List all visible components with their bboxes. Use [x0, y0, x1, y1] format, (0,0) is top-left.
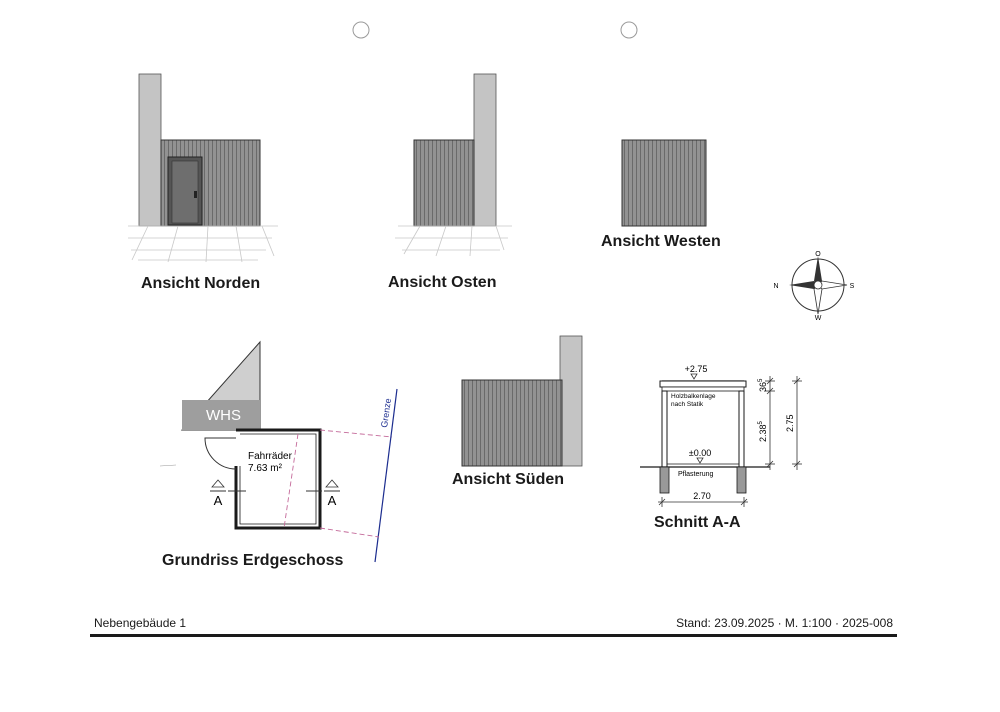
dim-clear-value: 2.38	[758, 424, 768, 442]
footer-project: Nebengebäude 1	[94, 616, 187, 630]
dim-width: 2.70	[693, 491, 711, 501]
cut-marker-right	[306, 480, 340, 508]
title-schnitt: Schnitt A-A	[654, 514, 741, 531]
floorplan-drawing	[160, 342, 397, 562]
shed-facade	[622, 140, 706, 226]
beam-note-2: nach Statik	[671, 401, 704, 408]
level-marker-top	[691, 374, 697, 379]
compass-rose	[773, 251, 854, 322]
distance-lines	[284, 430, 392, 537]
neighbor-label: WHS	[206, 407, 241, 424]
stray-mark	[160, 465, 176, 466]
dim-roof-value: 36	[758, 381, 768, 392]
dim-roof-sup: 5	[758, 378, 764, 382]
shed-facade	[462, 380, 562, 466]
footer-rule	[90, 634, 897, 637]
view-south-drawing	[462, 336, 582, 466]
boundary-label: Grenze	[379, 397, 394, 429]
punch-hole-left	[353, 22, 369, 38]
neighbor-wall	[560, 336, 582, 466]
cut-marker-left	[210, 480, 246, 508]
view-north-drawing	[128, 74, 278, 262]
paving	[395, 226, 512, 256]
level-marker-floor	[697, 458, 703, 463]
compass-center	[814, 281, 822, 289]
neighbor-wall	[474, 74, 496, 226]
title-ansicht-sueden: Ansicht Süden	[452, 471, 565, 488]
wall-right	[739, 391, 744, 467]
room-name: Fahrräder	[248, 451, 292, 462]
section-drawing	[640, 364, 802, 507]
dim-clear-sup: 5	[758, 421, 764, 425]
cut-label-right: A	[327, 493, 337, 508]
neighbor-wall	[139, 74, 161, 226]
view-east-drawing	[395, 74, 512, 256]
shed-facade	[414, 140, 474, 226]
door-swing	[205, 438, 236, 469]
beam-note-1: Holzbalkenlage	[671, 393, 716, 400]
dim-clear	[758, 420, 768, 442]
vertical-dimensions	[765, 376, 802, 470]
title-ansicht-osten: Ansicht Osten	[388, 274, 497, 291]
title-grundriss: Grundriss Erdgeschoss	[162, 552, 344, 569]
level-top: +2.75	[684, 364, 708, 374]
compass-label-w: W	[814, 315, 822, 322]
foundation-right	[737, 467, 746, 493]
view-west-drawing	[622, 140, 706, 226]
wall-left	[662, 391, 667, 467]
door-handle	[194, 191, 197, 198]
room-walls-inner	[240, 434, 316, 524]
punch-hole-right	[621, 22, 637, 38]
title-ansicht-norden: Ansicht Norden	[141, 275, 261, 292]
compass-label-n: N	[773, 283, 779, 290]
compass-label-s: S	[849, 283, 855, 290]
footer-stamp: Stand: 23.09.2025 · M. 1:100 · 2025-008	[676, 616, 893, 630]
dim-roof	[758, 378, 768, 392]
roof-slab	[660, 381, 746, 387]
room-area: 7.63 m²	[248, 463, 282, 474]
level-floor: ±0.00	[688, 448, 712, 458]
room-walls	[236, 430, 320, 528]
paving	[128, 226, 278, 262]
beam-layer	[662, 387, 744, 391]
foundation-left	[660, 467, 669, 493]
title-ansicht-westen: Ansicht Westen	[601, 233, 721, 250]
compass-label-o: O	[815, 251, 821, 258]
cut-label-left: A	[213, 493, 223, 508]
paving-note: Pflasterung	[678, 471, 714, 478]
dim-total: 2.75	[785, 414, 795, 432]
